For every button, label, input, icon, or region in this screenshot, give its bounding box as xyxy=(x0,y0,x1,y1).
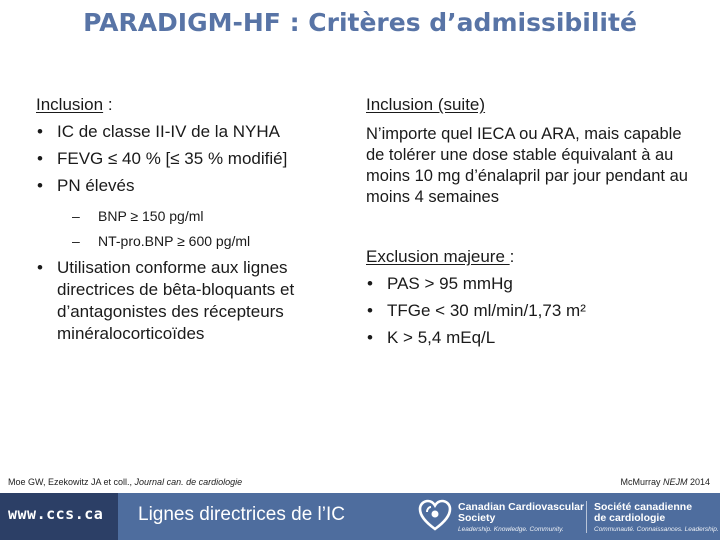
inclusion-list xyxy=(36,121,346,345)
citation-right-year: 2014 xyxy=(687,477,710,487)
website-link[interactable]: www.ccs.ca xyxy=(8,505,104,523)
inclusion-continued-text: N’importe quel IECA ou ARA, mais capable de tolérer une dose stable équivalant à au moins 10 mg d’énalapril par jour pendant au moins 4 semaines xyxy=(366,125,688,206)
scc-name-french xyxy=(594,502,719,535)
citation-right-author: McMurray xyxy=(620,477,663,487)
citation-left-authors: Moe GW, Ezekowitz JA et coll., xyxy=(8,477,135,487)
exclusion-item-tfge: • TFGe < 30 ml/min/1,73 m² xyxy=(366,300,696,322)
citation-right-journal: NEJM xyxy=(662,477,688,487)
exclusion-heading-suffix: : xyxy=(509,247,515,266)
exclusion-list xyxy=(366,273,696,349)
exclusion-heading-text: Exclusion majeure xyxy=(366,247,510,266)
scc-name-french-line1: Société canadienne xyxy=(594,501,693,513)
heart-logo-icon xyxy=(418,499,452,533)
inclusion-item-pn-label: PN élevés xyxy=(57,176,135,195)
guidelines-subtitle: Lignes directrices de l’IC xyxy=(138,504,345,525)
exclusion-item-k: • K > 5,4 mEq/L xyxy=(366,327,696,349)
inclusion-column xyxy=(36,94,346,350)
ccs-tagline-english: Leadership. Knowledge. Community. xyxy=(458,526,564,533)
inclusion-item-fevg: • FEVG ≤ 40 % [≤ 35 % modifié] xyxy=(36,148,346,170)
exclusion-heading xyxy=(366,246,696,268)
ccs-name-english-line2: Society xyxy=(458,512,496,524)
citation-left xyxy=(8,477,242,487)
inclusion-continued-column xyxy=(366,94,696,354)
inclusion-item-pn xyxy=(36,175,346,250)
sub-item-ntprobnp: – NT-pro.BNP ≥ 600 pg/ml xyxy=(36,232,346,250)
logo-divider xyxy=(586,501,587,533)
inclusion-heading xyxy=(36,94,346,116)
exclusion-item-pas: • PAS > 95 mmHg xyxy=(366,273,696,295)
inclusion-continued-heading: Inclusion (suite) xyxy=(366,95,486,114)
inclusion-item-nyha: • IC de classe II-IV de la NYHA xyxy=(36,121,346,143)
slide-title: PARADIGM-HF : Critères d’admissibilité xyxy=(83,8,637,37)
sub-item-bnp: – BNP ≥ 150 pg/ml xyxy=(36,207,346,225)
scc-tagline-french: Communauté. Connaissances. Leadership. xyxy=(594,526,719,533)
scc-name-french-line2: de cardiologie xyxy=(594,512,666,524)
inclusion-heading-suffix: : xyxy=(103,95,113,114)
inclusion-item-guidelines: • Utilisation conforme aux lignes directrices de bêta-bloquants et d’antagonistes des récepteurs minéralocorticoïdes xyxy=(36,257,346,345)
ccs-name-english-line1: Canadian Cardiovascular xyxy=(458,501,585,513)
citation-right xyxy=(620,477,710,487)
inclusion-heading-text: Inclusion xyxy=(36,95,104,114)
ccs-name-english xyxy=(458,502,584,535)
pn-sub-list xyxy=(36,207,346,250)
citation-left-journal: Journal can. de cardiologie xyxy=(134,477,243,487)
